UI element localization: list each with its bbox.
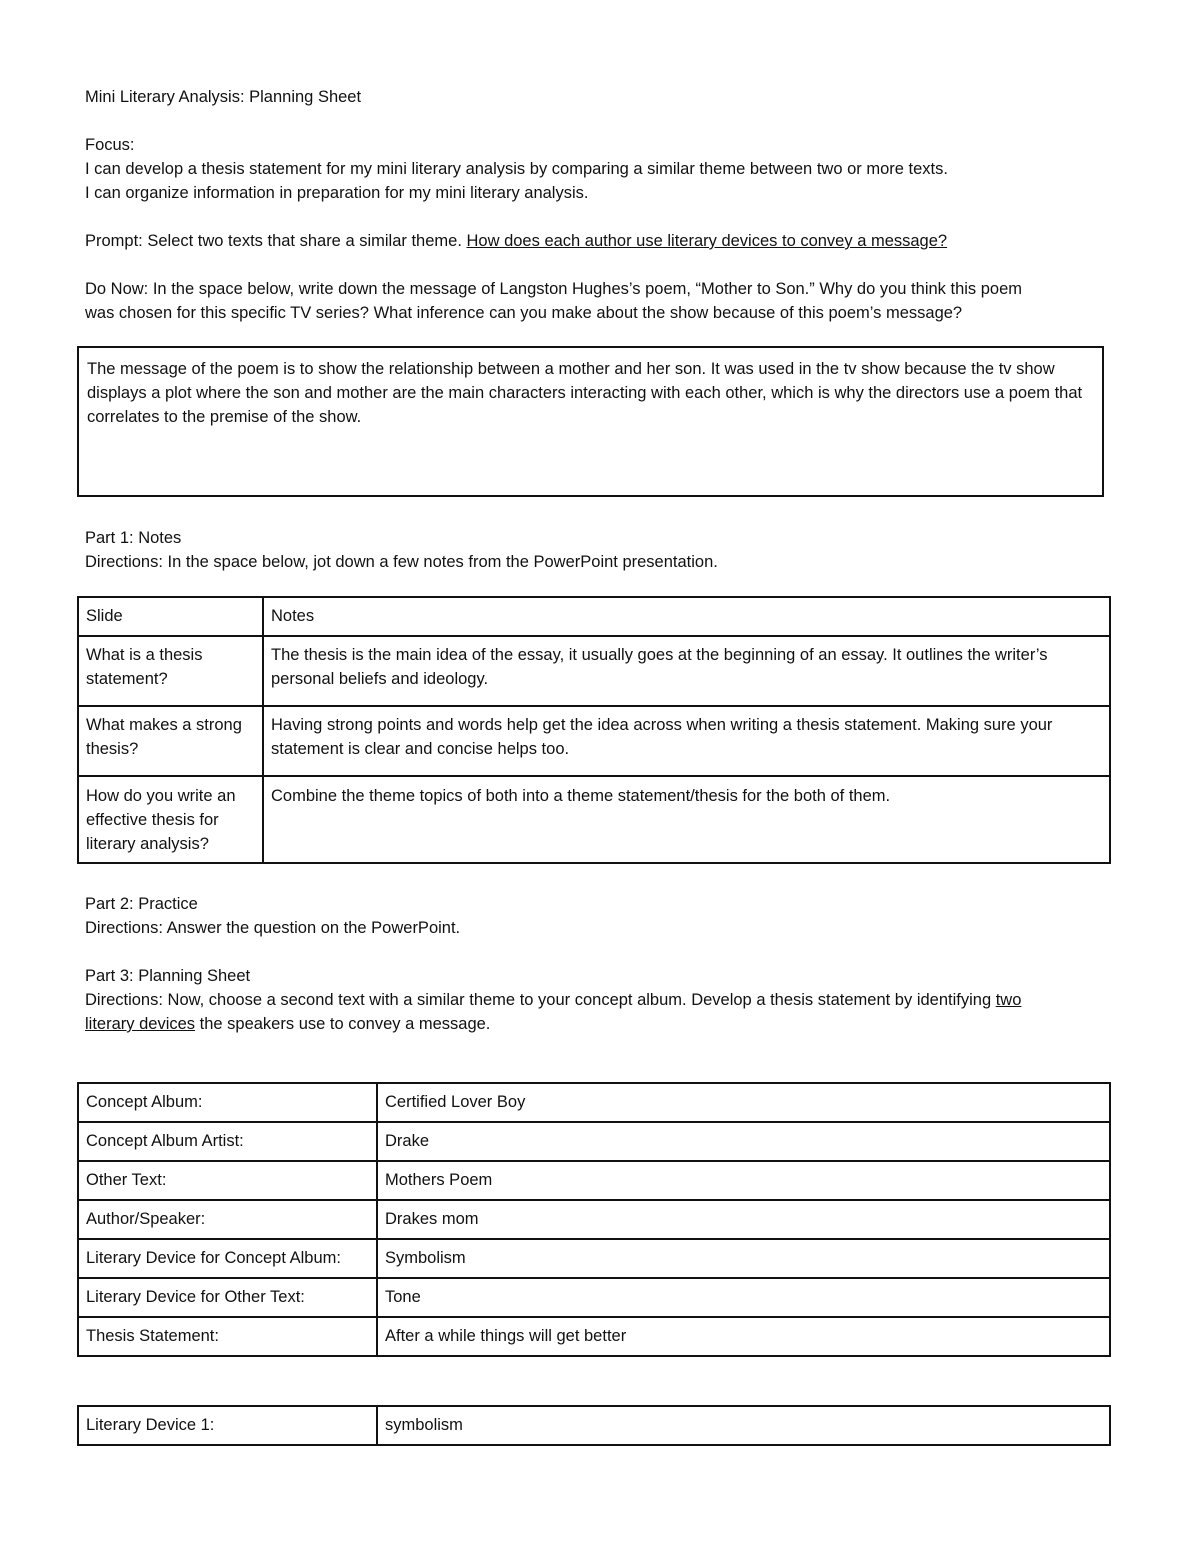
part3-directions-literary-devices: literary devices [85, 1015, 196, 1033]
table-row [78, 1278, 1110, 1317]
prompt [85, 229, 947, 253]
table-header-row [78, 597, 1110, 636]
prompt-question: How does each author use literary devices to convey a message? [466, 232, 948, 250]
table-row [78, 1161, 1110, 1200]
part3-directions-end: the speakers use to convey a message. [195, 1015, 491, 1033]
part1-directions: Directions: In the space below, jot down a few notes from the PowerPoint presentation. [85, 553, 718, 571]
part3-directions-cont [85, 1012, 490, 1036]
notes-cell: Combine the theme topics of both into a theme statement/thesis for the both of them. [263, 776, 1110, 863]
part2-directions: Directions: Answer the question on the PowerPoint. [85, 919, 461, 937]
part3-heading: Part 3: Planning Sheet [85, 967, 251, 985]
notes-cell: The thesis is the main idea of the essay, it usually goes at the beginning of an essay. It outlines the writer’s personal beliefs and ideology. [263, 636, 1110, 706]
value-cell: Drakes mom [377, 1200, 1110, 1239]
slide-cell: What makes a strong thesis? [78, 706, 263, 776]
part3-directions-two: two [995, 991, 1022, 1009]
value-cell: Drake [377, 1122, 1110, 1161]
do-now-line-1: Do Now: In the space below, write down the message of Langston Hughes’s poem, “Mother to Son.” Why do you think this poem [85, 280, 1023, 298]
label-cell: Literary Device 1: [78, 1406, 377, 1445]
value-cell: After a while things will get better [377, 1317, 1110, 1356]
table-row [78, 706, 1110, 776]
label-cell: Thesis Statement: [78, 1317, 377, 1356]
table-row [78, 1122, 1110, 1161]
page-title: Mini Literary Analysis: Planning Sheet [85, 88, 362, 106]
label-cell: Author/Speaker: [78, 1200, 377, 1239]
focus-line-1: I can develop a thesis statement for my mini literary analysis by comparing a similar theme between two or more texts. [85, 160, 948, 178]
header-notes: Notes [263, 597, 1110, 636]
label-cell: Literary Device for Concept Album: [78, 1239, 377, 1278]
value-cell: Mothers Poem [377, 1161, 1110, 1200]
table-row [78, 636, 1110, 706]
value-cell: Certified Lover Boy [377, 1083, 1110, 1122]
literary-device-table [77, 1405, 1111, 1446]
table-row [78, 1406, 1110, 1445]
value-cell: Symbolism [377, 1239, 1110, 1278]
part3-directions [85, 988, 1021, 1012]
part1-heading: Part 1: Notes [85, 529, 182, 547]
prompt-text: Prompt: Select two texts that share a similar theme. [85, 232, 467, 250]
notes-cell: Having strong points and words help get the idea across when writing a thesis statement. Making sure your statement is clear and concise helps too. [263, 706, 1110, 776]
table-row [78, 1317, 1110, 1356]
slide-cell: How do you write an effective thesis for literary analysis? [78, 776, 263, 863]
part3-directions-text: Directions: Now, choose a second text with a similar theme to your concept album. Develop a thesis statement by identifying [85, 991, 996, 1009]
focus-line-2: I can organize information in preparation for my mini literary analysis. [85, 184, 589, 202]
table-row [78, 1239, 1110, 1278]
planning-table [77, 1082, 1111, 1357]
notes-table [77, 596, 1111, 864]
table-row [78, 1083, 1110, 1122]
table-row [78, 1200, 1110, 1239]
do-now-answer: The message of the poem is to show the relationship between a mother and her son. It was used in the tv show because the tv show displays a plot where the son and mother are the main characters interacting with each other, which is why the directors use a poem that correlates to the premise of the show. [87, 360, 1083, 426]
slide-cell: What is a thesis statement? [78, 636, 263, 706]
value-cell: Tone [377, 1278, 1110, 1317]
part2-heading: Part 2: Practice [85, 895, 198, 913]
label-cell: Concept Album Artist: [78, 1122, 377, 1161]
do-now-answer-box [77, 346, 1104, 497]
value-cell: symbolism [377, 1406, 1110, 1445]
header-slide: Slide [78, 597, 263, 636]
table-row [78, 776, 1110, 863]
focus-label: Focus: [85, 136, 135, 154]
do-now-line-2: was chosen for this specific TV series? What inference can you make about the show because of this poem’s message? [85, 304, 963, 322]
label-cell: Literary Device for Other Text: [78, 1278, 377, 1317]
label-cell: Concept Album: [78, 1083, 377, 1122]
label-cell: Other Text: [78, 1161, 377, 1200]
